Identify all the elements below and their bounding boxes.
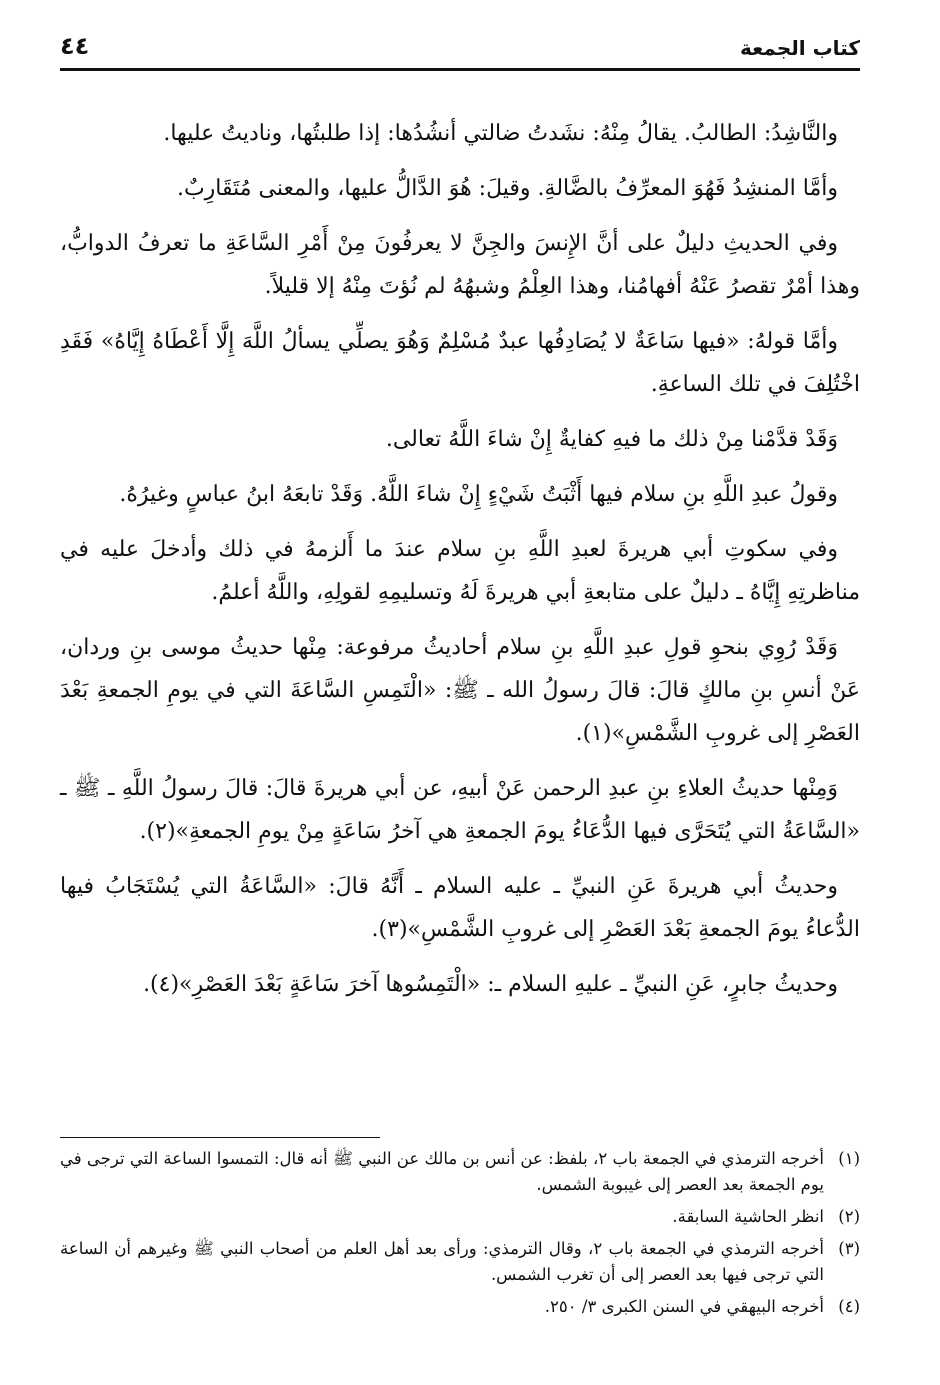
paragraph: وفي الحديثِ دليلٌ على أنَّ الإِنسَ والجِنَّ لا يعرفُونَ مِنْ أَمْرِ السَّاعَةِ ما تعرفُ الدوابُّ، وهذا أمْرٌ تقصرُ عَنْهُ أفهامُنا، وهذا العِلْمُ وشبهُهُ لم نُؤتَ مِنْهُ إلا قليلاً. xyxy=(60,231,860,299)
paragraph: وأمَّا المنشِدُ فَهُوَ المعرِّفُ بالضَّالةِ. وقيلَ: هُوَ الدَّالُّ عليها، والمعنى مُتَقَارِبٌ. xyxy=(176,176,838,201)
footnotes xyxy=(60,1146,860,1326)
paragraph: وَقَدْ قدَّمْنا مِنْ ذلك ما فيهِ كفايةٌ إِنْ شاءَ اللَّهُ تعالى. xyxy=(385,427,838,452)
footnote-number: (٢) xyxy=(838,1207,860,1226)
paragraph: وَمِنْها حديثُ العلاءِ بنِ عبدِ الرحمن عَنْ أبيهِ، عن أبي هريرةَ قالَ: قالَ رسولُ اللَّهِ ـ ﷺ ـ «السَّاعَةُ التي يُتَحَرَّى فيها الدُّعَاءُ يومَ الجمعةِ هي آخرُ سَاعَةٍ مِنْ يومِ الجمعةِ»(٢). xyxy=(60,776,860,844)
paragraph: وَقَدْ رُوِي بنحوِ قولِ عبدِ اللَّهِ بنِ سلام أحاديثُ مرفوعة: مِنْها حديثُ موسى بنِ وردان، عَنْ أنسِ بنِ مالكٍ قالَ: قالَ رسولُ الله ـ ﷺ: «الْتَمِسِ السَّاعَةَ التي في يومِ الجمعةِ بَعْدَ العَصْرِ إلى غروبِ الشَّمْسِ»(١). xyxy=(60,635,860,746)
paragraph: وحديثُ أبي هريرةَ عَنِ النبيِّ ـ عليه السلام ـ أَنَّهُ قالَ: «السَّاعَةُ التي يُسْتَجَابُ فيها الدُّعاءُ يومَ الجمعةِ بَعْدَ العَصْرِ إلى غروبِ الشَّمْسِ»(٣). xyxy=(60,874,860,942)
page-header xyxy=(60,34,860,71)
paragraph: والنَّاشِدُ: الطالبُ. يقالُ مِنْهُ: نشَدتُ ضالتي أنشُدُها: إذا طلبتُها، وناديتُ عليها. xyxy=(163,121,838,146)
chapter-title: كتاب الجمعة xyxy=(740,36,860,60)
footnote-separator xyxy=(60,1137,380,1138)
footnote-number: (١) xyxy=(838,1149,860,1168)
footnote xyxy=(60,1146,860,1198)
footnote-text: أخرجه البيهقي في السنن الكبرى ٣/ ٢٥٠. xyxy=(544,1297,824,1316)
paragraph: وأمَّا قولهُ: «فيها سَاعَةٌ لا يُصَادِفُها عبدٌ مُسْلِمٌ وَهُوَ يصلِّي يسألُ اللَّهَ إِلَّا أَعْطَاهُ إِيَّاهُ» فَقَدِ اخْتُلِفَ في تلك الساعةِ. xyxy=(60,329,860,397)
footnote-number: (٤) xyxy=(838,1297,860,1316)
paragraph: وقولُ عبدِ اللَّهِ بنِ سلام فيها أَثْبَتُ شَيْءٍ إِنْ شاءَ اللَّهُ. وَقَدْ تابعَهُ ابنُ عباسٍ وغيرُهُ. xyxy=(119,482,838,507)
footnote-text: أخرجه الترمذي في الجمعة باب ٢، بلفظ: عن أنس بن مالك عن النبي ﷺ أنه قال: التمسوا الساعة التي ترجى في يوم الجمعة بعد العصر إلى غيبوبة الشمس. xyxy=(60,1149,824,1194)
footnote-text: أخرجه الترمذي في الجمعة باب ٢، وقال الترمذي: ورأى بعد أهل العلم من أصحاب النبي ﷺ وغيرهم أن الساعة التي ترجى فيها بعد العصر إلى أن تغرب الشمس. xyxy=(60,1239,824,1284)
main-text xyxy=(60,112,860,1018)
page-number: ٤٤ xyxy=(60,32,90,60)
footnote-number: (٣) xyxy=(838,1239,860,1258)
paragraph: وفي سكوتِ أبي هريرةَ لعبدِ اللَّهِ بنِ سلام عندَ ما أَلزمهُ في ذلك وأدخلَ عليه في مناظرتِهِ إِيَّاهُ ـ دليلٌ على متابعةِ أبي هريرةَ لَهُ وتسليمِهِ لقولِهِ، واللَّهُ أعلمُ. xyxy=(60,537,860,605)
footnote-text: انظر الحاشية السابقة. xyxy=(672,1207,824,1226)
footnote xyxy=(60,1236,860,1288)
footnote xyxy=(60,1294,860,1320)
paragraph: وحديثُ جابرٍ، عَنِ النبيِّ ـ عليهِ السلام ـ: «الْتَمِسُوها آخرَ سَاعَةٍ بَعْدَ العَصْرِ»(٤). xyxy=(143,972,838,997)
footnote xyxy=(60,1204,860,1230)
book-page xyxy=(60,34,860,1354)
